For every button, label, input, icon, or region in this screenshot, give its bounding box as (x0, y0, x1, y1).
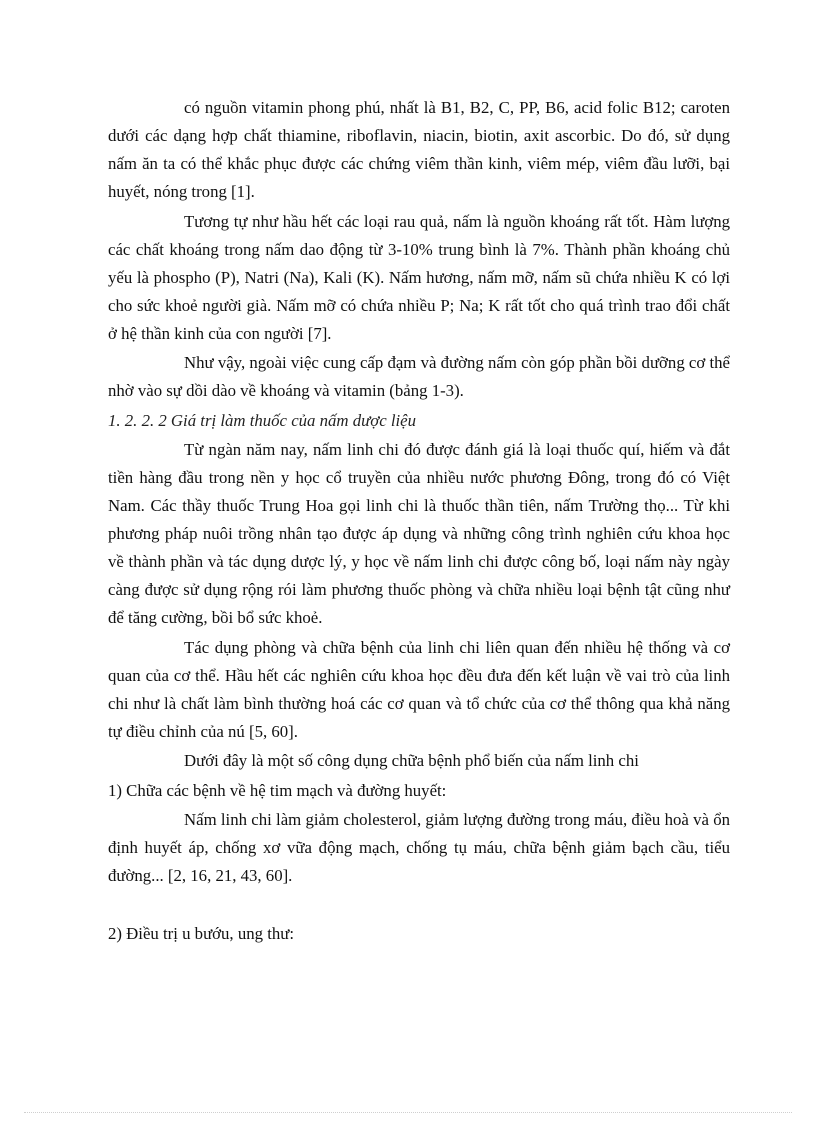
paragraph-linh-chi-effects: Tác dụng phòng và chữa bệnh của linh chi liên quan đến nhiều hệ thống và cơ quan của cơ thể. Hầu hết các nghiên cứu khoa học đều đưa đến kết luận về vai trò của linh chi như là chất làm bình thường hoá các cơ quan và tổ chức của cơ thể thông qua khả năng tự điều chỉnh của nú [5, 60]. (108, 637, 730, 741)
spacer (108, 892, 730, 920)
paragraph-vitamins: có nguồn vitamin phong phú, nhất là B1, B2, C, PP, B6, acid folic B12; caroten dưới các dạng hợp chất thiamine, riboflavin, niacin, biotin, axit ascorbic. Do đó, sử dụng nấm ăn ta có thể khắc phục được các chứng viêm thần kinh, viêm mép, viêm đầu lưỡi, bại huyết, nóng trong [1]. (108, 98, 730, 201)
document-page (108, 94, 730, 949)
paragraph-uses-intro: Dưới đây là một số công dụng chữa bệnh phổ biến của nấm linh chi (184, 751, 639, 770)
paragraph-minerals: Tương tự như hầu hết các loại rau quả, nấm là nguồn khoáng rất tốt. Hàm lượng các chất khoáng trong nấm dao động từ 3-10% trung bình là 7%. Thành phần khoáng chủ yếu là phospho (P), Natri (Na), Kali (K). Nấm hương, nấm mỡ, nấm sũ chứa nhiều K có lợi cho sức khoẻ người già. Nấm mỡ có chứa nhiều P; Na; K rất tốt cho quá trình trao đổi chất ở hệ thần kinh của con người [7]. (108, 211, 730, 343)
paragraph-linh-chi-history: Từ ngàn năm nay, nấm linh chi đó được đánh giá là loại thuốc quí, hiếm và đắt tiền hàng đầu trong nền y học cổ truyền của nhiều nước phương Đông, trong đó có Việt Nam. Các thầy thuốc Trung Hoa gọi linh chi là thuốc thần tiên, nấm Trường thọ... Từ khi phương pháp nuôi trồng nhân tạo được áp dụng và những công trình nghiên cứu khoa học về thành phần và tác dụng dược lý, y học về nấm linh chi được công bố, loại nấm này ngày càng được sử dụng rộng rói làm phương thuốc phòng và chữa nhiều loại bệnh tật cũng như để tăng cường, bồi bổ sức khoẻ. (108, 440, 730, 627)
paragraph-cardiovascular: Nấm linh chi làm giảm cholesterol, giảm lượng đường trong máu, điều hoà và ổn định huyết áp, chống xơ vữa động mạch, chống tụ máu, chữa bệnh giảm bạch cầu, tiểu đường... [2, 16, 21, 43, 60]. (108, 810, 730, 885)
section-heading: 1. 2. 2. 2 Giá trị làm thuốc của nấm dược liệu (108, 410, 417, 430)
paragraph-summary: Như vậy, ngoài việc cung cấp đạm và đường nấm còn góp phần bồi dưỡng cơ thể nhờ vào sự dồi dào về khoáng và vitamin (bảng 1-3). (108, 353, 730, 400)
page-footer-border (24, 1112, 792, 1113)
list-item-cancer: 2) Điều trị u bướu, ung thư: (108, 923, 295, 943)
list-item-cardiovascular: 1) Chữa các bệnh về hệ tim mạch và đường huyết: (108, 780, 447, 800)
